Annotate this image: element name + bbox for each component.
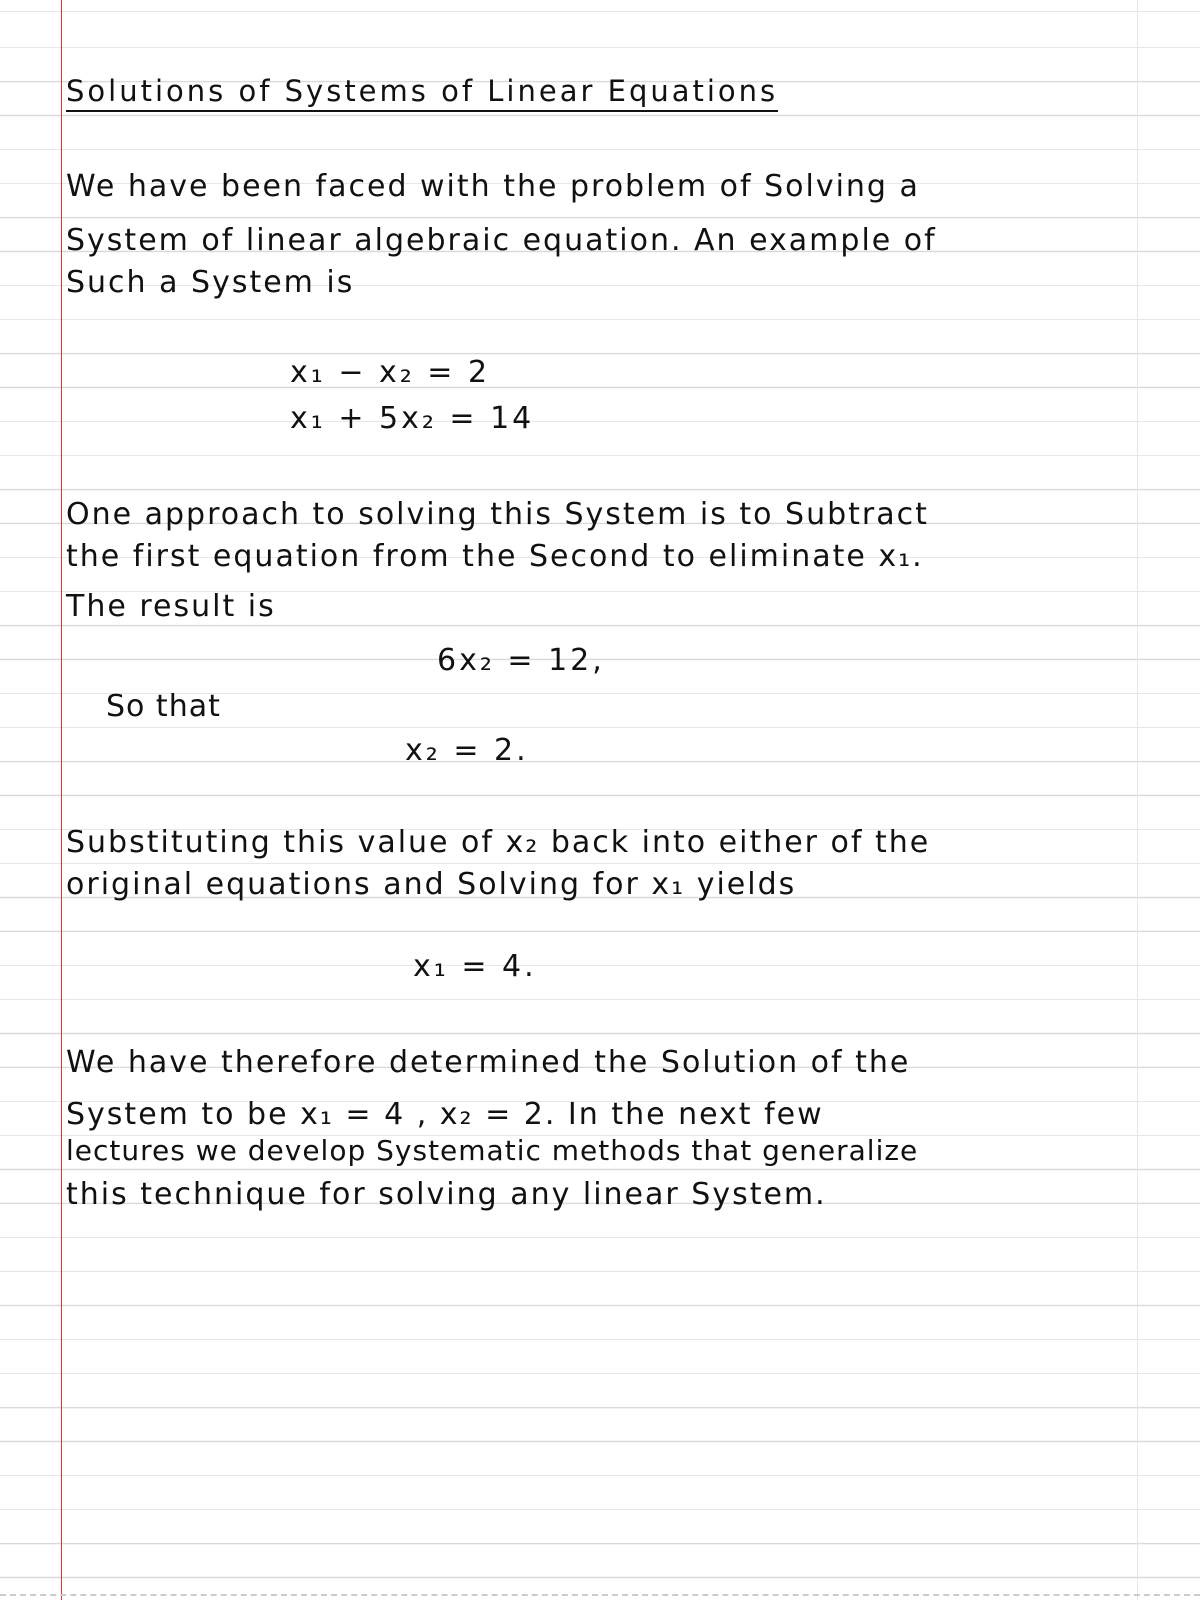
paragraph-4-line-2: System to be x₁ = 4 , x₂ = 2. In the next few: [66, 1097, 824, 1132]
page-title: Solutions of Systems of Linear Equations: [66, 74, 778, 112]
paragraph-4-line-1: We have therefore determined the Solution of the: [66, 1045, 911, 1080]
paragraph-1-line-2: System of linear algebraic equation. An example of: [66, 223, 937, 258]
system-equation-1: x₁ − x₂ = 2: [290, 355, 491, 390]
result-equation: 6x₂ = 12,: [437, 643, 605, 678]
paragraph-4-line-3: lectures we develop Systematic methods that generalize: [66, 1134, 919, 1167]
paragraph-2-line-3: The result is: [66, 589, 276, 624]
paragraph-3-line-2: original equations and Solving for x₁ yields: [66, 867, 797, 902]
paragraph-1-line-1: We have been faced with the problem of Solving a: [66, 169, 920, 204]
red-margin-line: [61, 0, 62, 1600]
x2-equation: x₂ = 2.: [405, 733, 529, 768]
so-that-text: So that: [106, 689, 221, 724]
system-equation-2: x₁ + 5x₂ = 14: [290, 401, 535, 436]
paragraph-4-line-4: this technique for solving any linear System.: [66, 1177, 827, 1212]
paragraph-3-line-1: Substituting this value of x₂ back into either of the: [66, 825, 931, 860]
x1-equation: x₁ = 4.: [413, 949, 537, 984]
page-bottom-divider: [0, 1594, 1200, 1596]
paragraph-2-line-2: the first equation from the Second to eliminate x₁.: [66, 539, 924, 574]
paragraph-1-line-3: Such a System is: [66, 265, 355, 300]
paragraph-2-line-1: One approach to solving this System is to Subtract: [66, 497, 929, 532]
page-right-edge: [1137, 0, 1138, 1600]
